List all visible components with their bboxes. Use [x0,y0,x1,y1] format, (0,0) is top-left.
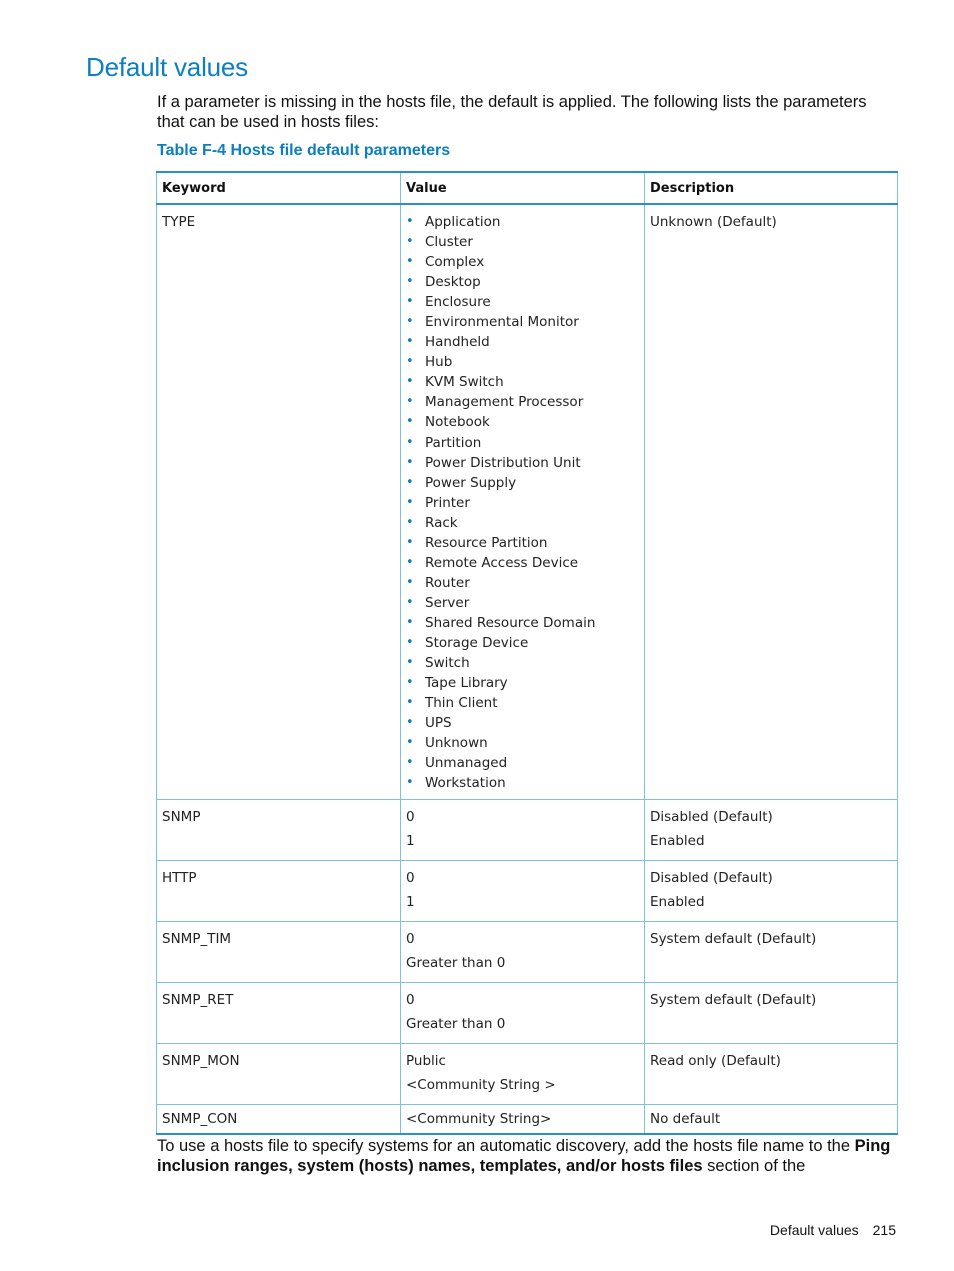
type-value-label: Printer [425,494,470,511]
description-line: System default (Default) [650,931,817,947]
bullet-icon: • [406,675,414,691]
intro-paragraph: If a parameter is missing in the hosts file, the default is applied. The following lists the parameters that can be used in hosts files: [157,93,867,131]
type-value-item [406,352,644,372]
bullet-icon: • [406,314,414,330]
value-cell [401,800,645,861]
type-values-list [406,212,644,793]
description-cell [645,983,898,1044]
type-value-item [406,593,644,613]
type-value-item [406,633,644,653]
value-line: 0 [406,870,415,886]
type-value-item [406,733,644,753]
description-line: Enabled [650,832,705,849]
type-value-item [406,252,644,272]
table-row [157,983,898,1044]
bullet-icon: • [406,695,414,711]
type-value-item [406,553,644,573]
type-value-label: Server [425,594,470,611]
type-value-item [406,412,644,432]
type-value-item [406,392,644,412]
keyword-cell: SNMP_CON [157,1105,401,1134]
value-cell [401,983,645,1044]
table-row [157,1044,898,1105]
bullet-icon: • [406,234,414,250]
type-value-item [406,272,644,292]
value-cell [401,1044,645,1105]
type-value-item [406,312,644,332]
value-line: Public [406,1053,446,1069]
description-line: Enabled [650,893,705,910]
bullet-icon: • [406,655,414,671]
bullet-icon: • [406,394,414,410]
type-value-item [406,693,644,713]
type-value-label: Enclosure [425,294,491,311]
bullet-icon: • [406,214,414,229]
type-value-item [406,292,644,312]
type-value-label: Unmanaged [425,755,508,772]
page-footer [770,1222,896,1238]
keyword-cell: TYPE [157,204,401,800]
table-caption: Table F-4 Hosts file default parameters [157,142,451,159]
bullet-icon: • [406,534,414,550]
type-value-item [406,513,644,533]
value-line: 1 [406,893,415,910]
page-heading: Default values [86,52,248,82]
bullet-icon: • [406,434,414,450]
value-line: 1 [406,832,415,849]
type-value-label: Handheld [425,334,490,351]
type-value-label: Resource Partition [425,534,548,551]
bullet-icon: • [406,574,414,590]
value-cell [401,204,645,800]
value-line: 0 [406,992,415,1008]
bullet-icon: • [406,294,414,310]
type-value-label: UPS [425,715,452,732]
bullet-icon: • [406,775,414,791]
type-value-item [406,613,644,633]
type-value-label: Application [425,214,501,230]
type-value-item [406,473,644,493]
type-value-label: Unknown [425,735,488,752]
type-value-item [406,372,644,392]
bullet-icon: • [406,755,414,771]
keyword-cell: SNMP_MON [157,1044,401,1105]
description-cell [645,800,898,861]
type-value-item [406,573,644,593]
type-value-item [406,493,644,513]
bullet-icon: • [406,715,414,731]
closing-text-end: section of the [702,1157,806,1175]
type-value-label: Desktop [425,274,481,291]
keyword-cell: SNMP_RET [157,983,401,1044]
closing-paragraph [157,1136,897,1176]
bullet-icon: • [406,354,414,370]
type-value-label: Hub [425,354,453,371]
type-value-label: Router [425,574,470,591]
type-value-label: Power Supply [425,474,517,491]
value-cell [401,922,645,983]
table-header-row [157,172,898,204]
header-description: Description [645,172,898,204]
header-keyword: Keyword [157,172,401,204]
closing-text-start: To use a hosts file to specify systems for an automatic discovery, add the hosts file name to the [157,1137,855,1155]
value-cell [401,1105,645,1134]
bullet-icon: • [406,374,414,390]
value-line: 0 [406,809,415,825]
type-value-item [406,673,644,693]
table-row-type [157,204,898,800]
type-value-label: Partition [425,434,482,451]
table-row [157,861,898,922]
type-value-label: Thin Client [425,695,498,712]
type-value-item [406,713,644,733]
bullet-icon: • [406,274,414,290]
page-number: 215 [872,1222,896,1238]
description-line: Read only (Default) [650,1053,781,1069]
description-cell: Unknown (Default) [645,204,898,800]
type-value-item [406,533,644,553]
type-value-label: KVM Switch [425,374,504,391]
table-row [157,922,898,983]
type-value-label: Switch [425,655,470,672]
header-value: Value [401,172,645,204]
type-value-label: Notebook [425,414,490,431]
value-line: <Community String> [406,1111,552,1127]
closing-bold-section-name: Ping inclusion ranges, system (hosts) names, templates, and/or hosts files [157,1137,891,1175]
bullet-icon: • [406,494,414,510]
description-cell [645,861,898,922]
type-value-label: Workstation [425,775,506,792]
bullet-icon: • [406,514,414,530]
bullet-icon: • [406,735,414,751]
bullet-icon: • [406,474,414,490]
type-value-item [406,232,644,252]
type-value-label: Complex [425,254,485,271]
bullet-icon: • [406,634,414,650]
bullet-icon: • [406,334,414,350]
footer-section-title: Default values [769,1222,859,1238]
type-value-label: Tape Library [425,675,508,692]
type-value-item [406,773,644,793]
keyword-cell: SNMP [157,800,401,861]
bullet-icon: • [406,614,414,630]
bullet-icon: • [406,254,414,270]
description-cell [645,1044,898,1105]
description-line: System default (Default) [650,992,817,1008]
type-value-item [406,453,644,473]
type-value-label: Environmental Monitor [425,314,579,331]
type-value-label: Remote Access Device [425,554,579,571]
value-line: 0 [406,931,415,947]
type-value-label: Cluster [425,234,473,251]
description-cell [645,922,898,983]
description-cell [645,1105,898,1134]
type-value-label: Rack [425,514,458,531]
description-line: No default [650,1111,721,1127]
table-row [157,1105,898,1134]
bullet-icon: • [406,414,414,430]
description-line: Disabled (Default) [650,809,773,825]
type-value-item [406,753,644,773]
type-value-label: Power Distribution Unit [425,454,581,471]
type-value-item [406,212,644,232]
type-value-item [406,332,644,352]
keyword-cell: HTTP [157,861,401,922]
value-cell [401,861,645,922]
value-line: Greater than 0 [406,1015,506,1032]
type-value-label: Management Processor [425,394,584,411]
description-line: Disabled (Default) [650,870,773,886]
hosts-parameters-table [156,171,898,1135]
type-value-label: Shared Resource Domain [425,614,596,631]
value-line: <Community String > [406,1076,556,1093]
type-value-item [406,433,644,453]
table-row [157,800,898,861]
type-value-item [406,653,644,673]
bullet-icon: • [406,454,414,470]
bullet-icon: • [406,554,414,570]
type-value-label: Storage Device [425,634,529,651]
keyword-cell: SNMP_TIM [157,922,401,983]
bullet-icon: • [406,594,414,610]
value-line: Greater than 0 [406,954,506,971]
